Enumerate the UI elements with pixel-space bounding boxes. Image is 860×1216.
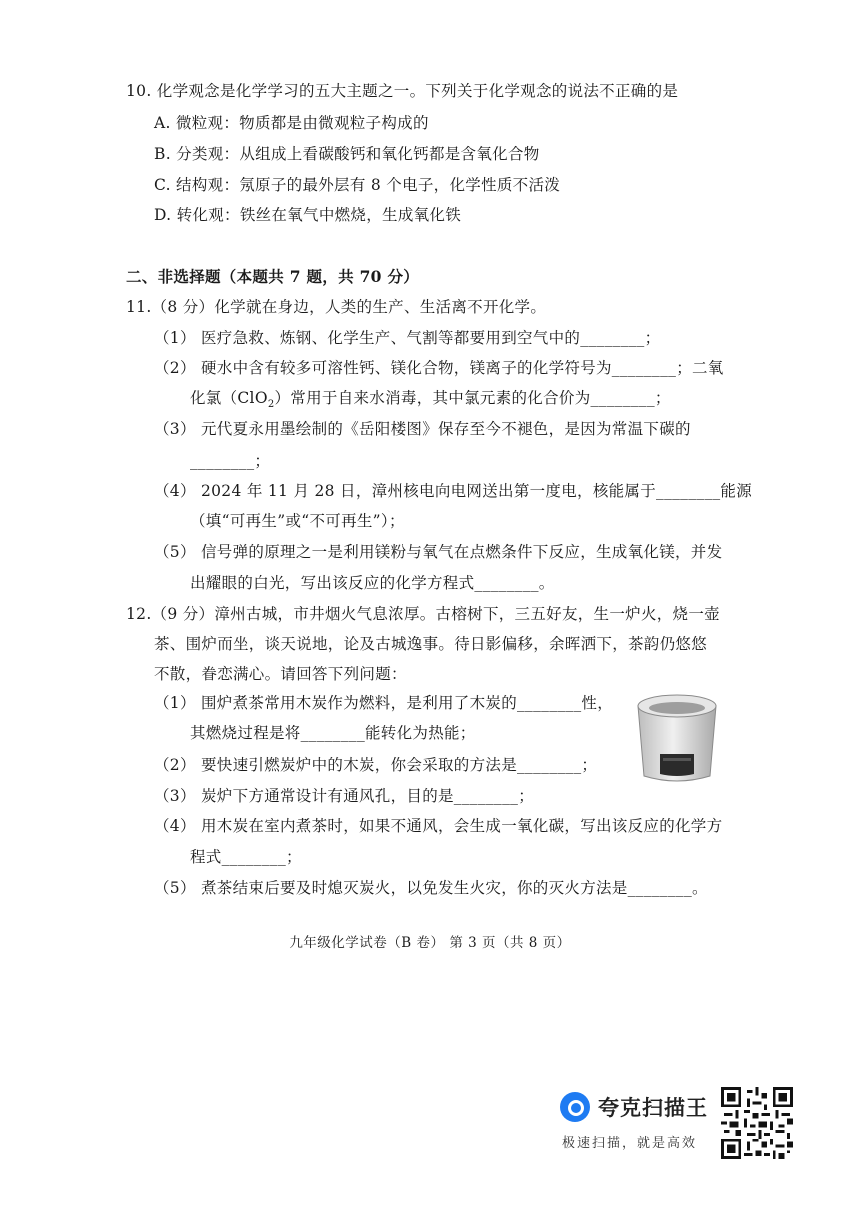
q10-option-d: D. 转化观：铁丝在氧气中燃烧，生成氧化铁 (154, 206, 462, 224)
q11-part-2-cont (190, 388, 671, 415)
q12-stem-line-1: 12.（9 分）漳州古城，市井烟火气息浓厚。古榕树下，三五好友，生一炉火，烧一壶 (126, 605, 720, 623)
brand-name: 夸克扫描王 (598, 1096, 708, 1120)
q11-part-2-text: 化氯（ClO (190, 389, 268, 407)
q12-stem-line-2: 茶、围炉而坐，谈天说地，论及古城逸事。待日影偏移，余晖洒下，茶韵仍悠悠 (154, 635, 708, 653)
q11-part-2: （2） 硬水中含有较多可溶性钙、镁化合物，镁离子的化学符号为________；二氧 (154, 359, 724, 377)
q12-stem-line-3: 不散，眷恋满心。请回答下列问题： (154, 665, 407, 683)
q12-part-4-cont: 程式________； (190, 848, 302, 866)
charcoal-stove-image (636, 690, 718, 786)
q11-stem: 11.（8 分）化学就在身边，人类的生产、生活离不开化学。 (126, 298, 547, 316)
q10-option-b: B. 分类观：从组成上看碳酸钙和氧化钙都是含氧化合物 (154, 145, 540, 163)
q11-part-3: （3） 元代夏永用墨绘制的《岳阳楼图》保存至今不褪色，是因为常温下碳的 (154, 420, 691, 438)
q12-part-2: （2） 要快速引燃炭炉中的木炭，你会采取的方法是________； (154, 756, 598, 774)
q12-part-1: （1） 围炉煮茶常用木炭作为燃料，是利用了木炭的________性， (154, 694, 613, 712)
section-heading: 二、非选择题（本题共 7 题，共 70 分） (126, 267, 420, 286)
q12-part-3: （3） 炭炉下方通常设计有通风孔，目的是________； (154, 787, 534, 805)
brand-slogan: 极速扫描，就是高效 (562, 1136, 698, 1151)
q11-part-5: （5） 信号弹的原理之一是利用镁粉与氧气在点燃条件下反应，生成氧化镁，并发 (154, 543, 723, 561)
q11-part-4: （4） 2024 年 11 月 28 日，漳州核电向电网送出第一度电，核能属于________能源 (154, 482, 753, 500)
qr-code-icon (721, 1087, 793, 1159)
q12-part-4: （4） 用木炭在室内煮茶时，如果不通风，会生成一氧化碳，写出该反应的化学方 (154, 817, 723, 835)
q11-part-3-cont: ________； (190, 452, 271, 470)
brand-logo-icon (560, 1092, 590, 1122)
q11-part-1: （1） 医疗急救、炼钢、化学生产、气割等都要用到空气中的________； (154, 329, 661, 347)
q12-part-5: （5） 煮茶结束后要及时熄灭炭火，以免发生火灾，你的灭火方法是________。 (154, 879, 708, 897)
q10-option-a: A. 微粒观：物质都是由微观粒子构成的 (154, 114, 429, 132)
page-footer: 九年级化学试卷（B 卷） 第 3 页（共 8 页） (289, 935, 571, 951)
q11-part-2-text-end: ）常用于自来水消毒，其中氯元素的化合价为________； (274, 389, 671, 407)
q10-option-c: C. 结构观：氖原子的最外层有 8 个电子，化学性质不活泼 (154, 176, 561, 194)
q11-part-5-cont: 出耀眼的白光，写出该反应的化学方程式________。 (190, 574, 555, 592)
q11-part-4-cont: （填“可再生”或“不可再生”）； (190, 512, 405, 530)
q11-subscript: 2 (267, 399, 275, 411)
q12-part-1-cont: 其燃烧过程是将________能转化为热能； (190, 724, 476, 742)
q10-stem: 10. 化学观念是化学学习的五大主题之一。下列关于化学观念的说法不正确的是 (126, 82, 679, 100)
